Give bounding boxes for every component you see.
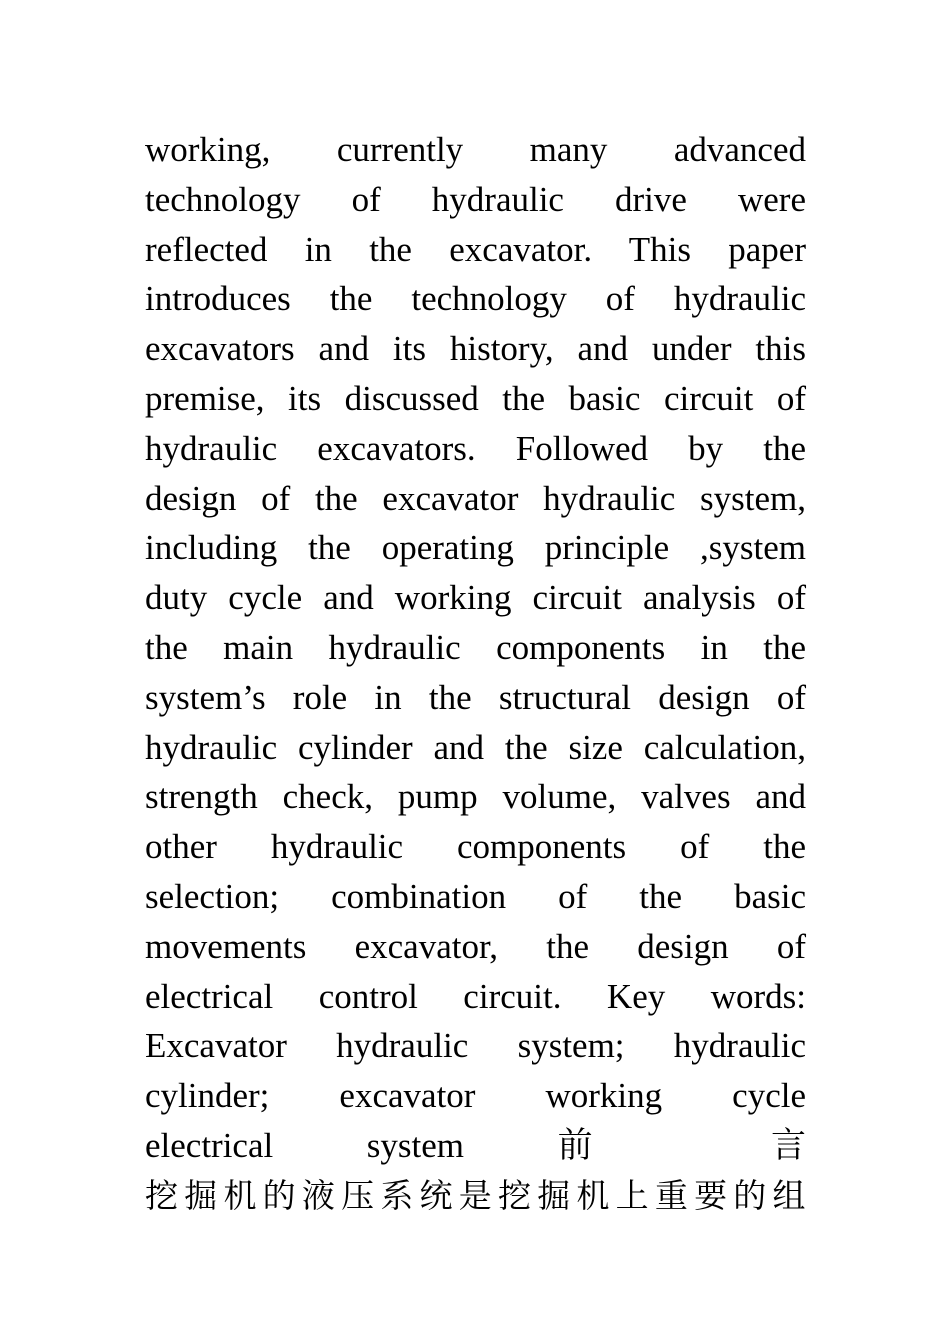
- text-line: duty cycle and working circuit analysis of: [145, 578, 806, 618]
- text-line: cylinder; excavator working cycle: [145, 1076, 806, 1116]
- text-line: movements excavator, the design of: [145, 926, 806, 966]
- text-line: reflected in the excavator. This paper: [145, 229, 806, 269]
- body-paragraph: [145, 125, 806, 1221]
- text-line: electrical control circuit. Key words:: [145, 976, 806, 1016]
- text-line: technology of hydraulic drive were: [145, 179, 806, 219]
- text-line: including the operating principle ,system: [145, 528, 806, 568]
- text-line: excavators and its history, and under this: [145, 329, 806, 369]
- text-line-chinese: 挖掘机的液压系统是挖掘机上重要的组: [145, 1175, 806, 1215]
- text-line: electrical system 前 言: [145, 1125, 806, 1165]
- text-line: hydraulic cylinder and the size calculation,: [145, 727, 806, 767]
- text-line: Excavator hydraulic system; hydraulic: [145, 1026, 806, 1066]
- text-line: the main hydraulic components in the: [145, 627, 806, 667]
- text-line: system’s role in the structural design of: [145, 677, 806, 717]
- text-line: design of the excavator hydraulic system,: [145, 478, 806, 518]
- text-line: introduces the technology of hydraulic: [145, 279, 806, 319]
- text-line: premise, its discussed the basic circuit of: [145, 378, 806, 418]
- text-line: hydraulic excavators. Followed by the: [145, 428, 806, 468]
- text-line: selection; combination of the basic: [145, 876, 806, 916]
- text-line: working, currently many advanced: [145, 130, 806, 169]
- text-line: other hydraulic components of the: [145, 827, 806, 867]
- text-line: strength check, pump volume, valves and: [145, 777, 806, 817]
